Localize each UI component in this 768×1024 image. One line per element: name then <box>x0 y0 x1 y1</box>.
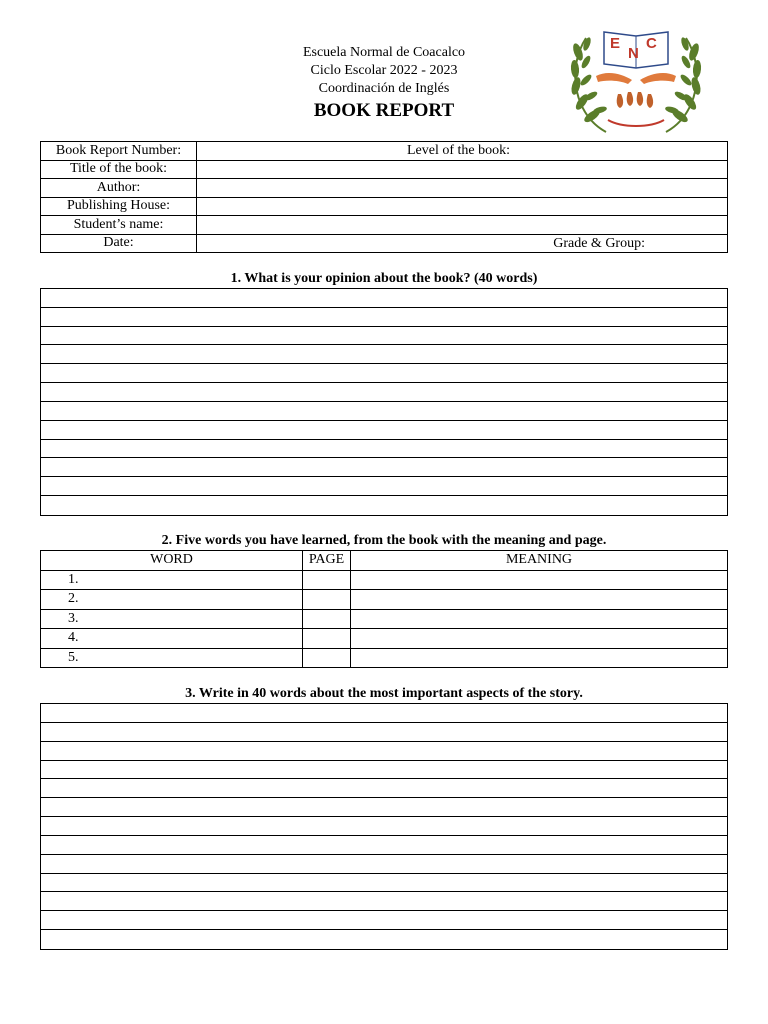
vocabulary-row <box>41 570 728 590</box>
page-cell[interactable] <box>303 609 351 629</box>
answer-line[interactable] <box>41 761 727 780</box>
word-cell[interactable]: 4. <box>41 629 303 649</box>
laurel-left-icon <box>570 36 608 132</box>
page-cell[interactable] <box>303 590 351 610</box>
answer-line[interactable] <box>41 855 727 874</box>
column-header-word: WORD <box>41 551 303 571</box>
vocabulary-table <box>40 550 728 668</box>
column-header-meaning: MEANING <box>351 551 728 571</box>
info-label: Title of the book: <box>41 160 197 179</box>
info-label: Student’s name: <box>41 216 197 235</box>
info-value-field[interactable] <box>197 160 728 179</box>
school-cycle: Ciclo Escolar 2022 - 2023 <box>310 63 458 78</box>
page-cell[interactable] <box>303 648 351 668</box>
answer-line[interactable] <box>41 477 727 496</box>
word-cell[interactable]: 5. <box>41 648 303 668</box>
answer-line[interactable] <box>41 874 727 893</box>
answer-line[interactable] <box>41 892 727 911</box>
vocabulary-row <box>41 629 728 649</box>
info-row <box>41 160 728 179</box>
question-1-title: 1. What is your opinion about the book? (40 words) <box>230 271 538 286</box>
question-3-answer-lines[interactable] <box>40 703 728 950</box>
info-row <box>41 179 728 198</box>
answer-line[interactable] <box>41 289 727 308</box>
flames-icon <box>617 92 653 108</box>
hands-icon <box>596 73 676 84</box>
page-cell[interactable] <box>303 629 351 649</box>
open-book-icon <box>604 32 668 68</box>
word-cell[interactable]: 2. <box>41 590 303 610</box>
grade-group-label: Grade & Group: <box>553 235 645 251</box>
answer-line[interactable] <box>41 402 727 421</box>
answer-line[interactable] <box>41 911 727 930</box>
logo-letter-n: N <box>628 45 639 62</box>
question-1-answer-lines[interactable] <box>40 288 728 516</box>
info-value-field[interactable] <box>197 142 728 161</box>
info-value-field[interactable] <box>197 179 728 198</box>
info-row <box>41 216 728 235</box>
info-row <box>41 234 728 253</box>
vocabulary-row <box>41 609 728 629</box>
answer-line[interactable] <box>41 779 727 798</box>
info-value-field[interactable] <box>197 216 728 235</box>
school-logo <box>566 24 706 136</box>
answer-line[interactable] <box>41 458 727 477</box>
answer-line[interactable] <box>41 327 727 346</box>
level-of-book-label: Level of the book: <box>407 143 511 158</box>
answer-line[interactable] <box>41 308 727 327</box>
answer-line[interactable] <box>41 383 727 402</box>
page-cell[interactable] <box>303 570 351 590</box>
ribbon-icon <box>608 120 664 126</box>
word-cell[interactable]: 1. <box>41 570 303 590</box>
logo-letter-e: E <box>610 35 621 52</box>
book-info-table <box>40 141 728 253</box>
answer-line[interactable] <box>41 723 727 742</box>
answer-line[interactable] <box>41 440 727 459</box>
answer-line[interactable] <box>41 836 727 855</box>
meaning-cell[interactable] <box>351 629 728 649</box>
info-label: Publishing House: <box>41 197 197 216</box>
answer-line[interactable] <box>41 930 727 949</box>
answer-line[interactable] <box>41 704 727 723</box>
answer-line[interactable] <box>41 345 727 364</box>
answer-line[interactable] <box>41 798 727 817</box>
laurel-right-icon <box>664 36 702 132</box>
answer-line[interactable] <box>41 364 727 383</box>
coordination: Coordinación de Inglés <box>318 81 450 96</box>
school-name: Escuela Normal de Coacalco <box>302 45 466 60</box>
question-2-title: 2. Five words you have learned, from the book with the meaning and page. <box>161 533 607 548</box>
meaning-cell[interactable] <box>351 648 728 668</box>
meaning-cell[interactable] <box>351 590 728 610</box>
vocabulary-row <box>41 648 728 668</box>
document-header <box>234 44 534 123</box>
vocabulary-header-row <box>41 551 728 571</box>
info-row <box>41 142 728 161</box>
answer-line[interactable] <box>41 421 727 440</box>
info-value-field[interactable] <box>197 234 728 253</box>
info-value-field[interactable] <box>197 197 728 216</box>
vocabulary-row <box>41 590 728 610</box>
page-title: BOOK REPORT <box>313 100 455 121</box>
logo-letter-c: C <box>646 35 657 52</box>
meaning-cell[interactable] <box>351 609 728 629</box>
question-3-title: 3. Write in 40 words about the most important aspects of the story. <box>185 686 583 701</box>
column-header-page: PAGE <box>303 551 351 571</box>
answer-line[interactable] <box>41 742 727 761</box>
answer-line[interactable] <box>41 817 727 836</box>
answer-line[interactable] <box>41 496 727 515</box>
info-label: Date: <box>41 234 197 253</box>
info-row <box>41 197 728 216</box>
meaning-cell[interactable] <box>351 570 728 590</box>
info-label: Author: <box>41 179 197 198</box>
info-label: Book Report Number: <box>41 142 197 161</box>
word-cell[interactable]: 3. <box>41 609 303 629</box>
